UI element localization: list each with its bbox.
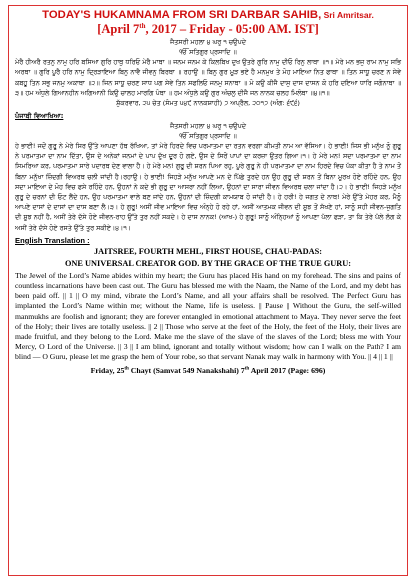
shabad-gurmukhi-text: ਮੇਰੈ ਹੀਅਰੈ ਰਤਨੁ ਨਾਮੁ ਹਰਿ ਬਸਿਆ ਗੁਰਿ ਹਾਥੁ ਧਰਿਓ ਮੇਰੈ ਮਾਥਾ ॥ ਜਨਮ ਜਨਮ ਕੇ ਕਿਲਬਿਖ ਦੁਖ ਉਤਰੇ ਗੁਰਿ ਨਾਮੁ ਦੀਓ ਰਿਨੁ ਲਾਥਾ ॥੧॥ ਮੇਰੇ ਮਨ ਭਜੁ ਰਾਮ ਨਾਮੁ ਸਭਿ ਅਰਥਾ ॥ ਗੁਰਿ ਪੂਰੈ ਹਰਿ ਨਾਮੁ ਦ੍ਰਿੜਾਇਆ ਬਿਨੁ ਨਾਵੈ ਜੀਵਨੁ ਬਿਰਥਾ ॥ ਰਹਾਉ ॥ ਬਿਨੁ ਗੁਰ ਮੂੜ ਭਏ ਹੈ ਮਨਮੁਖ ਤੇ ਮੋਹ ਮਾਇਆ ਨਿਤ ਫਾਥਾ ॥ ਤਿਨ ਸਾਧੂ ਚਰਣ ਨ ਸੇਵੇ ਕਬਹੂ ਤਿਨ ਸਭੁ ਜਨਮੁ ਅਕਾਥਾ ॥੨॥ ਜਿਨ ਸਾਧੂ ਚਰਣ ਸਾਧ ਪਗ ਸੇਵੇ ਤਿਨ ਸਫਲਿਓ ਜਨਮੁ ਸਨਾਥਾ ॥ ਮੋ ਕਉ ਕੀਜੈ ਦਾਸੁ ਦਾਸ ਦਾਸਨ ਕੋ ਹਰਿ ਦਇਆ ਧਾਰਿ ਜਗੰਨਾਥਾ ॥੩॥ ਹਮ ਅੰਧੁਲੇ ਗਿਆਨਹੀਨ ਅਗਿਆਨੀ ਕਿਉ ਚਾਲਹ ਮਾਰਗਿ ਪੰਥਾ ॥ ਹਮ ਅੰਧੁਲੇ ਕਉ ਗੁਰ ਅੰਚਲੁ ਦੀਜੈ ਜਨ ਨਾਨਕ ਚਲਹ ਮਿਲੰਥਾ ॥੪॥੧॥ xyxy=(15,58,401,97)
date-suffix: th xyxy=(139,22,146,30)
footer-date xyxy=(15,366,401,375)
date-pre: [April 7 xyxy=(97,22,140,37)
mool-mantar-invocation: ੴ ਸਤਿਗੁਰ ਪ੍ਰਸਾਦਿ ॥ xyxy=(179,48,237,57)
english-translation-text: The Jewel of the Lord’s Name abides within my heart; the Guru has placed His hand on my forehead. The sins and pains of countless incarnations have been cast out. The Guru has blessed me with the Naam, the Name of the Lord, and my debt has been paid off. || 1 || O my mind, vibrate the Lord’s Name, and all your affairs shall be resolved. The Perfect Guru has implanted the Lord’s Name within me; without the Name, life is useless. || Pause || Without the Guru, the self-willed manmukhs are foolish and ignorant; they are forever entangled in emotional attachment to Maya. They never serve the feet of the Holy; their lives are totally useless. || 2 || Those who serve at the feet of the Holy, the feet of the Holy, their lives are made fruitful, and they belong to the Lord. Make me the slave of the slave of the slaves of the Lord; bless me with Your Mercy, O Lord of the Universe. || 3 || I am blind, ignorant and totally without wisdom; how can I walk on the Path? I am blind — O Guru, please let me grasp the hem of Your robe, so that servant Nanak may walk in harmony with You. || 4 || 1 || xyxy=(15,270,401,362)
punjabi-vyakhya-text: ਹੇ ਭਾਈ! ਜਦੋਂ ਗੁਰੂ ਨੇ ਮੇਰੇ ਸਿਰ ਉੱਤੇ ਆਪਣਾ ਹੱਥ ਰੱਖਿਆ, ਤਾਂ ਮੇਰੇ ਹਿਰਦੇ ਵਿਚ ਪਰਮਾਤਮਾ ਦਾ ਰਤਨ ਵਰਗਾ ਕੀਮਤੀ ਨਾਮ ਆ ਵੱਸਿਆ। ਹੇ ਭਾਈ! ਜਿਸ ਭੀ ਮਨੁੱਖ ਨੂੰ ਗੁਰੂ ਨੇ ਪਰਮਾਤਮਾ ਦਾ ਨਾਮ ਦਿੱਤਾ, ਉਸ ਦੇ ਅਨੇਕਾਂ ਜਨਮਾਂ ਦੇ ਪਾਪ ਦੁੱਖ ਦੂਰ ਹੋ ਗਏ, ਉਸ ਦੇ ਸਿਰੋਂ ਪਾਪਾਂ ਦਾ ਕਰਜ਼ਾ ਉਤਰ ਗਿਆ।੧। ਹੇ ਮੇਰੇ ਮਨ! ਸਦਾ ਪਰਮਾਤਮਾ ਦਾ ਨਾਮ ਸਿਮਰਿਆ ਕਰ, ਪਰਮਾਤਮਾ ਸਾਰੇ ਪਦਾਰਥ ਦੇਣ ਵਾਲਾ ਹੈ। ਹੇ ਮੇਰੇ ਮਨ! ਗੁਰੂ ਦੀ ਸ਼ਰਨ ਪਿਆ ਰਹੁ, ਪੂਰੇ ਗੁਰੂ ਨੇ ਹੀ ਪਰਮਾਤਮਾ ਦਾ ਨਾਮ ਹਿਰਦੇ ਵਿਚ ਪੱਕਾ ਕੀਤਾ ਹੈ ਤੇ ਨਾਮ ਤੋਂ ਬਿਨਾ ਮਨੁੱਖਾ ਜ਼ਿੰਦਗੀ ਵਿਅਰਥ ਚਲੀ ਜਾਂਦੀ ਹੈ।ਰਹਾਉ। ਹੇ ਭਾਈ! ਜਿਹੜੇ ਮਨੁੱਖ ਆਪਣੇ ਮਨ ਦੇ ਪਿੱਛੇ ਤੁਰਦੇ ਹਨ ਉਹ ਗੁਰੂ ਦੀ ਸ਼ਰਨ ਤੋਂ ਬਿਨਾ ਮੂਰਖ ਹੋਏ ਰਹਿੰਦੇ ਹਨ, ਉਹ ਸਦਾ ਮਾਇਆ ਦੇ ਮੋਹ ਵਿਚ ਫਸੇ ਰਹਿੰਦੇ ਹਨ, ਉਹਨਾਂ ਨੇ ਕਦੇ ਭੀ ਗੁਰੂ ਦਾ ਆਸਰਾ ਨਹੀਂ ਲਿਆ, ਉਹਨਾਂ ਦਾ ਸਾਰਾ ਜੀਵਨ ਵਿਅਰਥ ਚਲਾ ਜਾਂਦਾ ਹੈ।੨। ਹੇ ਭਾਈ! ਜਿਹੜੇ ਮਨੁੱਖ ਗੁਰੂ ਦੇ ਚਰਨਾਂ ਦੀ ਓਟ ਲੈਂਦੇ ਹਨ, ਉਹ ਪਰਮਾਤਮਾ ਵਾਲੇ ਬਣ ਜਾਂਦੇ ਹਨ, ਉਹਨਾਂ ਦੀ ਜ਼ਿੰਦਗੀ ਕਾਮਯਾਬ ਹੋ ਜਾਂਦੀ ਹੈ। ਹੇ ਹਰੀ! ਹੇ ਜਗਤ ਦੇ ਨਾਥ! ਮੇਰੇ ਉੱਤੇ ਮੇਹਰ ਕਰ, ਮੈਨੂੰ ਆਪਣੇ ਦਾਸਾਂ ਦੇ ਦਾਸਾਂ ਦਾ ਦਾਸ ਬਣਾ ਲੈ।੩। ਹੇ ਗੁਰੂ! ਅਸੀਂ ਜੀਵ ਮਾਇਆ ਵਿਚ ਅੰਨ੍ਹੇ ਹੋ ਰਹੇ ਹਾਂ, ਅਸੀਂ ਆਤਮਕ ਜੀਵਨ ਦੀ ਸੂਝ ਤੋਂ ਸੱਖਣੇ ਹਾਂ, ਸਾਨੂੰ ਸਹੀ ਜੀਵਨ-ਜੁਗਤਿ ਦੀ ਸੂਝ ਨਹੀਂ ਹੈ, ਅਸੀਂ ਤੇਰੇ ਦੱਸੇ ਹੋਏ ਜੀਵਨ-ਰਾਹ ਉੱਤੇ ਤੁਰ ਨਹੀਂ ਸਕਦੇ। ਹੇ ਦਾਸ ਨਾਨਕ! (ਆਖ-) ਹੇ ਗੁਰੂ! ਸਾਨੂੰ ਅੰਨ੍ਹਿਆਂ ਨੂੰ ਆਪਣਾ ਪੱਲਾ ਫੜਾ, ਤਾ ਕਿ ਤੇਰੇ ਪੱਲੇ ਲੱਗ ਕੇ ਅਸੀਂ ਤੇਰੇ ਦੱਸੇ ਹੋਏ ਰਸਤੇ ਉੱਤੇ ਤੁਰ ਸਕੀਏ।੪।੧। xyxy=(15,141,401,232)
english-translation-label: English Translation : xyxy=(15,235,90,245)
punjabi-vyakhya-label: ਪੰਜਾਬੀ ਵਿਆਖਿਆ: xyxy=(15,111,64,120)
vyakhya-invocation: ੴ ਸਤਿਗੁਰ ਪ੍ਰਸਾਦਿ ॥ xyxy=(179,131,237,140)
footer-pre: Friday, 25 xyxy=(90,365,125,375)
gurmukhi-date-line: ਸ਼ੁੱਕਰਵਾਰ, ੨੫ ਚੇਤ (ਸੰਮਤ ੫੪੯ ਨਾਨਕਸ਼ਾਹੀ) ੭ ਅਪ੍ਰੈਲ, ੨੦੧੭ (ਅੰਗ: ੬੯੬) xyxy=(116,98,300,107)
english-heading-line-1: JAITSREE, FOURTH MEHL, FIRST HOUSE, CHAU-PADAS: xyxy=(93,246,323,256)
footer-sup-2: th xyxy=(244,366,250,372)
page-title xyxy=(15,9,401,21)
footer-post: April 2017 (Page: 696) xyxy=(249,365,326,375)
shabad-heading: ਜੈਤਸਰੀ ਮਹਲਾ ੪ ਘਰੁ ੧ ਚਉਪਦੇ xyxy=(170,38,246,47)
date-heading xyxy=(15,22,401,37)
footer-mid: Chayt (Samvat 549 Nanakshahi) 7 xyxy=(128,365,245,375)
title-place: Sri Amritsar. xyxy=(321,10,374,20)
title-main: TODAY'S HUKAMNAMA FROM SRI DARBAR SAHIB, xyxy=(42,9,322,21)
date-post: , 2017 – Friday - 05:00 AM. IST] xyxy=(145,22,319,37)
vyakhya-shabad-heading: ਜੈਤਸਰੀ ਮਹਲਾ ੪ ਘਰੁ ੧ ਚਉਪਦੇ xyxy=(170,121,246,130)
hukamnama-page xyxy=(8,5,408,576)
footer-sup-1: th xyxy=(124,366,129,372)
english-heading-line-2: ONE UNIVERSAL CREATOR GOD. BY THE GRACE OF THE TRUE GURU: xyxy=(64,259,352,269)
